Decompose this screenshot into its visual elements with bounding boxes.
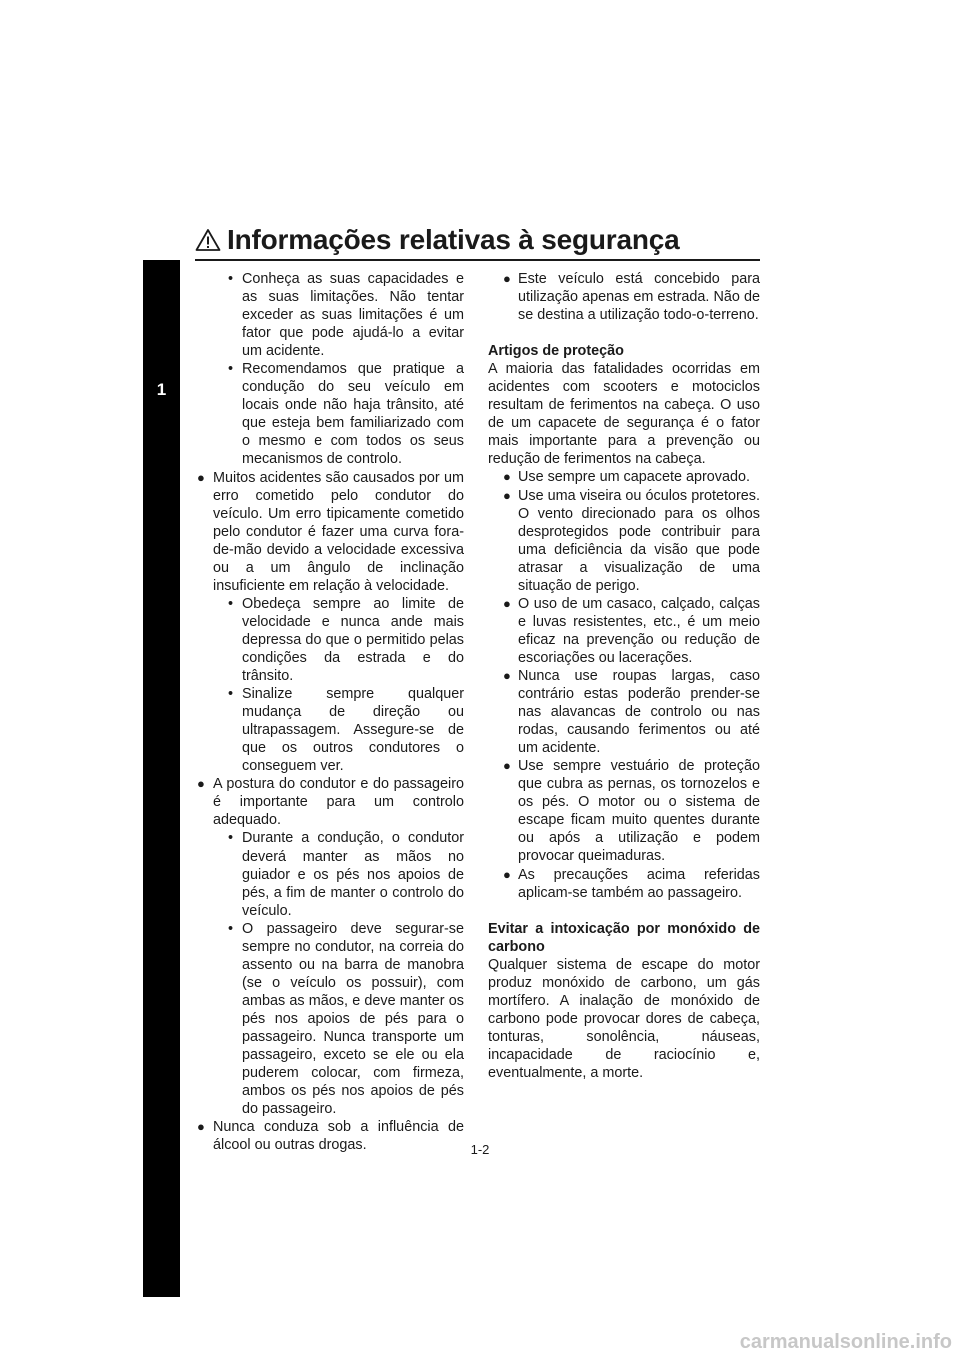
- bullet-marker: •: [228, 920, 234, 937]
- list-item: • Conheça as suas capacidades e as suas limitações. Não tentar exceder as suas limitações é um fator que pode ajudá-lo a evitar um acidente.: [228, 271, 464, 360]
- list-item: ● O uso de um casaco, calçado, calças e luvas resistentes, etc., é um meio eficaz na prevenção ou redução de escoriações ou lacerações.: [503, 595, 760, 666]
- page-number: 1-2: [470, 1142, 490, 1157]
- list-item: • Obedeça sempre ao limite de velocidade e nunca ande mais depressa do que o permitido pelas condições da estrada e do trânsito.: [228, 595, 464, 685]
- list-item: ● Nunca use roupas largas, caso contrário estas poderão prender-se nas alavancas de controlo ou nas rodas, causando ferimentos ou até um acidente.: [503, 667, 760, 757]
- bullet-marker: •: [228, 595, 234, 612]
- diamond-bullet-icon: ●: [503, 595, 511, 611]
- section-heading-protective-gear: Artigos de proteção: [488, 343, 624, 360]
- diamond-bullet-icon: ●: [503, 667, 511, 683]
- warning-triangle-icon: [195, 228, 221, 252]
- section-heading-carbon-monoxide: Evitar a intoxicação por monóxido de carbono: [488, 920, 760, 955]
- list-item: • Sinalize sempre qualquer mudança de direção ou ultrapassagem. Assegure-se de que os outros condutores o conseguem ver.: [228, 686, 464, 775]
- list-item: ● Use sempre um capacete aprovado.: [503, 469, 750, 486]
- list-item: • Recomendamos que pratique a condução do seu veículo em locais onde não haja trânsito, até que esteja bem familiarizado com o mesmo e com todos os seus mecanismos de controlo.: [228, 361, 464, 468]
- diamond-bullet-icon: ●: [197, 776, 205, 792]
- diamond-bullet-icon: ●: [503, 271, 511, 286]
- list-item: ● Muitos acidentes são causados por um erro cometido pelo condutor do veículo. Um erro tipicamente cometido pelo condutor é fazer uma curva fora-de-mão devido a velocidade excessiva ou a um ângulo de inclinação insuficiente em relação à velocidade.: [197, 469, 464, 594]
- diamond-bullet-icon: ●: [197, 1119, 205, 1135]
- watermark-text: carmanualsonline.info: [739, 1331, 952, 1353]
- chapter-tab: [143, 260, 180, 1297]
- bullet-marker: •: [228, 830, 234, 847]
- page-title: Informações relativas à segurança: [227, 224, 680, 255]
- list-item: ● A postura do condutor e do passageiro é importante para um controlo adequado.: [197, 776, 464, 829]
- bullet-marker: •: [228, 271, 234, 287]
- bullet-marker: •: [228, 361, 234, 378]
- bullet-marker: •: [228, 686, 234, 703]
- right-column: [488, 270, 760, 1082]
- paragraph: A maioria das fatalidades ocorridas em acidentes com scooters e motociclos resultam de ferimentos na cabeça. O uso de um capacete de segurança é o fator mais importante para a prevenção ou redução de ferimentos na cabeça.: [488, 361, 760, 468]
- diamond-bullet-icon: ●: [503, 866, 511, 882]
- list-item: • O passageiro deve segurar-se sempre no condutor, na correia do assento ou na barra de manobra (se o veículo os possuir), com ambas as mãos, e deve manter os pés nos apoios de pés para o passageiro. Nunca transporte um passageiro, exceto se ele ou ela puderem colocar, com firmeza, ambos os pés nos apoios de pés do passageiro.: [228, 920, 464, 1118]
- list-item: ● Use sempre vestuário de proteção que cubra as pernas, os tornozelos e os pés. O motor ou o sistema de escape ficam muito quentes durante ou após a utilização e podem provocar queimaduras.: [503, 758, 760, 865]
- list-item: ● Este veículo está concebido para utilização apenas em estrada. Não de se destina a utilização todo-o-terreno.: [503, 271, 760, 324]
- list-item: • Durante a condução, o condutor deverá manter as mãos no guiador e os pés nos apoios de pés, a fim de manter o controlo do veículo.: [228, 830, 464, 919]
- header-divider: [195, 259, 760, 261]
- diamond-bullet-icon: ●: [197, 469, 205, 485]
- chapter-number: 1: [156, 380, 167, 399]
- diamond-bullet-icon: ●: [503, 758, 511, 774]
- paragraph: Qualquer sistema de escape do motor produz monóxido de carbono, um gás mortífero. A inalação de monóxido de carbono pode provocar dores de cabeça, tonturas, sonolência, náuseas, incapacidade de raciocínio e, eventualmente, a morte.: [488, 956, 760, 1081]
- diamond-bullet-icon: ●: [503, 487, 511, 503]
- page-header: [195, 222, 760, 258]
- list-item: ● Use uma viseira ou óculos protetores. O vento direcionado para os olhos desprotegidos pode contribuir para uma deficiência da visão que pode atrasar a visualização de uma situação de perigo.: [503, 487, 760, 594]
- list-item: ● Nunca conduza sob a influência de álcool ou outras drogas.: [197, 1119, 464, 1154]
- left-column: [196, 270, 464, 1154]
- diamond-bullet-icon: ●: [503, 469, 511, 485]
- list-item: ● As precauções acima referidas aplicam-se também ao passageiro.: [503, 866, 760, 901]
